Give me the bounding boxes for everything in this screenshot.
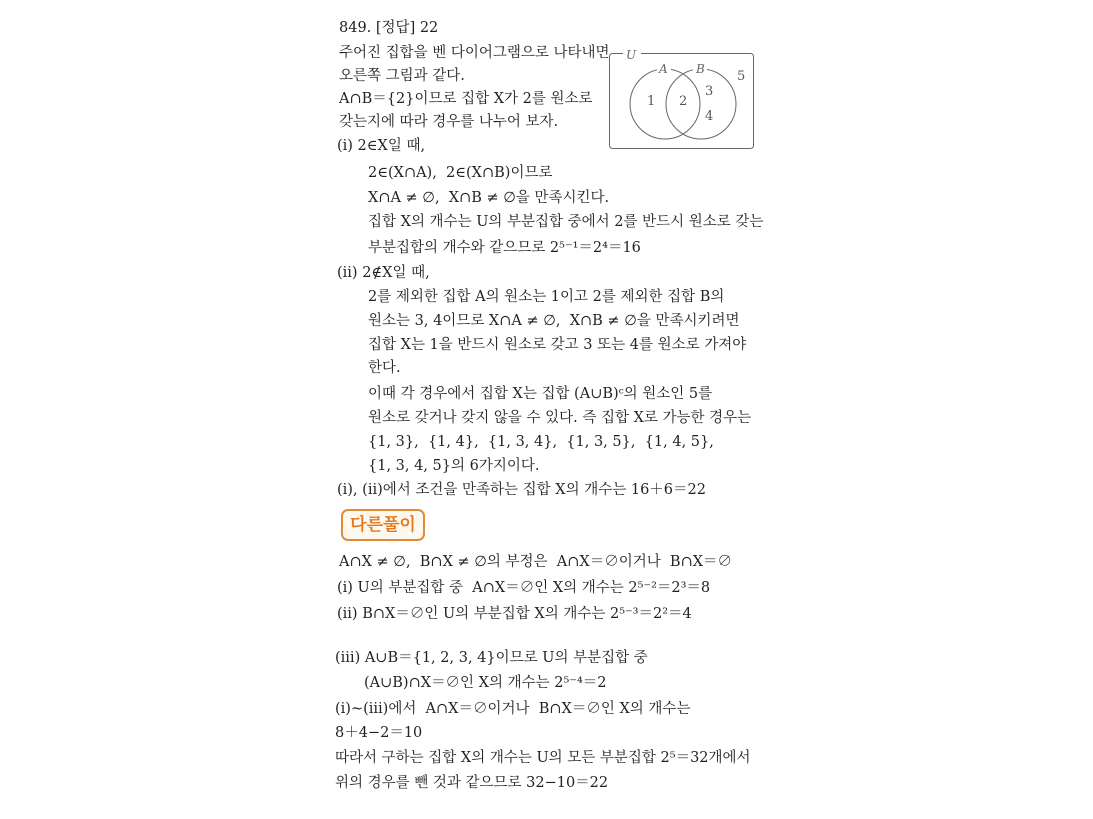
case2-text: 한다. — [368, 360, 401, 376]
case2-line-4 — [368, 335, 746, 355]
venn-element-5: 5 — [737, 69, 746, 84]
case2-line-5 — [368, 358, 401, 378]
alt-text: 따라서 구하는 집합 X의 개수는 U의 모든 부분집합 2⁵＝32개에서 — [335, 750, 751, 766]
alt-text: (ⅰ)~(ⅲ)에서 A∩X＝∅이거나 B∩X＝∅인 X의 개수는 — [335, 701, 691, 717]
case2-text: {1, 3}, {1, 4}, {1, 3, 4}, {1, 3, 5}, {1, 4, 5}, — [368, 434, 714, 450]
intro-text: 갖는지에 따라 경우를 나누어 보자. — [339, 114, 559, 130]
alt-text: (ⅲ) A∪B＝{1, 2, 3, 4}이므로 U의 부분집합 중 — [335, 650, 648, 666]
case1-text: (ⅰ) 2∈X일 때, — [337, 138, 426, 154]
alt-text: (ⅱ) B∩X＝∅인 U의 부분집합 X의 개수는 2⁵⁻³＝2²＝4 — [337, 606, 692, 622]
case2-line-6 — [368, 384, 712, 404]
alt-line-7 — [335, 723, 422, 743]
case2-text: 집합 X는 1을 반드시 원소로 갖고 3 또는 4를 원소로 가져야 — [368, 337, 747, 353]
case1-line-3 — [368, 188, 609, 208]
intro-text: A∩B＝{2}이므로 집합 X가 2를 원소로 — [339, 91, 593, 107]
case1-text: X∩A ≠ ∅, X∩B ≠ ∅을 만족시킨다. — [368, 190, 610, 206]
alt-line-4 — [335, 648, 648, 668]
venn-set-b-label: B — [696, 62, 705, 76]
case1-line-1 — [337, 136, 425, 156]
alt-text: 8＋4−2＝10 — [335, 725, 423, 741]
alt-text: (ⅰ) U의 부분집합 중 A∩X＝∅인 X의 개수는 2⁵⁻²＝2³＝8 — [337, 580, 711, 596]
case2-line-7 — [368, 408, 751, 428]
case2-line-3 — [368, 311, 739, 331]
alt-text: (A∪B)∩X＝∅인 X의 개수는 2⁵⁻⁴＝2 — [364, 675, 607, 691]
case2-text: {1, 3, 4, 5}의 6가지이다. — [368, 458, 540, 474]
case2-line-1 — [337, 263, 430, 283]
alt-line-1 — [339, 552, 732, 572]
case1-line-4 — [368, 212, 763, 232]
case1-text: 집합 X의 개수는 U의 부분집합 중에서 2를 반드시 원소로 갖는 — [368, 214, 764, 230]
summary-line — [337, 480, 706, 500]
intro-line-1 — [339, 43, 610, 63]
case2-text: (ⅱ) 2∉X일 때, — [337, 265, 430, 281]
case1-text: 2∈(X∩A), 2∈(X∩B)이므로 — [368, 165, 553, 181]
summary-text: (ⅰ), (ⅱ)에서 조건을 만족하는 집합 X의 개수는 16＋6＝22 — [337, 482, 706, 498]
alt-line-3 — [337, 604, 692, 624]
venn-element-1: 1 — [647, 94, 656, 109]
venn-element-4: 4 — [705, 109, 714, 124]
case1-line-2 — [368, 163, 552, 183]
venn-set-a-label: A — [659, 62, 668, 76]
case1-text: 부분집합의 개수와 같으므로 2⁵⁻¹＝2⁴＝16 — [368, 240, 641, 256]
venn-element-2: 2 — [679, 94, 688, 109]
case2-text: 이때 각 경우에서 집합 X는 집합 (A∪B)ᶜ의 원소인 5를 — [368, 386, 713, 402]
venn-element-3: 3 — [705, 84, 714, 99]
intro-line-2 — [339, 66, 465, 86]
alt-line-5 — [364, 673, 606, 693]
alt-solution-badge: 다른풀이 — [341, 509, 425, 541]
case1-line-5 — [368, 238, 641, 258]
case2-text: 원소는 3, 4이므로 X∩A ≠ ∅, X∩B ≠ ∅을 만족시키려면 — [368, 313, 740, 329]
alt-line-2 — [337, 578, 710, 598]
case2-line-9 — [368, 456, 540, 476]
venn-universe-label: U — [626, 48, 637, 62]
venn-diagram — [609, 48, 755, 150]
alt-line-8 — [335, 748, 751, 768]
intro-text: 주어진 집합을 벤 다이어그램으로 나타내면 — [339, 45, 610, 61]
alt-line-9 — [335, 773, 608, 793]
intro-line-3 — [339, 89, 593, 109]
alt-line-6 — [335, 699, 690, 719]
intro-line-4 — [339, 112, 558, 132]
venn-circle-b — [666, 69, 736, 139]
answer-heading-text: 849. [정답] 22 — [339, 20, 439, 36]
case2-text: 2를 제외한 집합 A의 원소는 1이고 2를 제외한 집합 B의 — [368, 289, 725, 305]
answer-heading — [339, 18, 438, 38]
intro-text: 오른쪽 그림과 같다. — [339, 68, 465, 84]
case2-line-2 — [368, 287, 724, 307]
case2-text: 원소로 갖거나 갖지 않을 수 있다. 즉 집합 X로 가능한 경우는 — [368, 410, 752, 426]
venn-circle-a — [630, 69, 700, 139]
case2-line-8 — [368, 432, 714, 452]
alt-text: 위의 경우를 뺀 것과 같으므로 32−10＝22 — [335, 775, 609, 791]
alt-text: A∩X ≠ ∅, B∩X ≠ ∅의 부정은 A∩X＝∅이거나 B∩X＝∅ — [339, 554, 733, 570]
